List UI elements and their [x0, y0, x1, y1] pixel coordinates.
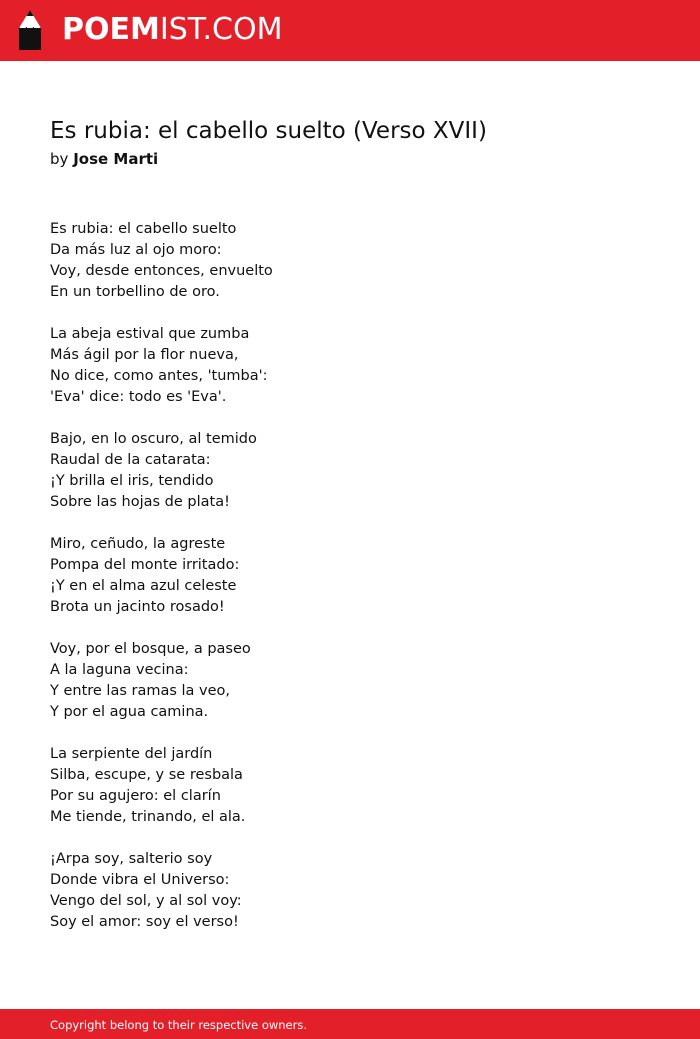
poem-line: Voy, por el bosque, a paseo: [50, 641, 251, 657]
poem-line: Más ágil por la flor nueva,: [50, 347, 239, 363]
stanza-3: [50, 429, 273, 513]
pencil-icon[interactable]: [17, 9, 43, 51]
copyright-text: Copyright belong to their respective owners.: [50, 1018, 308, 1032]
poem-line: La serpiente del jardín: [50, 746, 213, 762]
poem-title: Es rubia: el cabello suelto (Verso XVII): [50, 118, 487, 144]
by-label: by: [50, 150, 69, 168]
stanza-4: [50, 534, 273, 618]
poem-line: Brota un jacinto rosado!: [50, 599, 225, 615]
poem-line: Donde vibra el Universo:: [50, 872, 230, 888]
poem-line: Pompa del monte irritado:: [50, 557, 240, 573]
poem-line: Es rubia: el cabello suelto: [50, 221, 237, 237]
poem-line: Y por el agua camina.: [50, 704, 209, 720]
poem-line: ¡Y en el alma azul celeste: [50, 578, 237, 594]
poem-line: Me tiende, trinando, el ala.: [50, 809, 246, 825]
poem-line: Voy, desde entonces, envuelto: [50, 263, 273, 279]
poem-line: Sobre las hojas de plata!: [50, 494, 230, 510]
brand-light: IST.COM: [159, 12, 283, 47]
poem-line: ¡Y brilla el iris, tendido: [50, 473, 214, 489]
site-logo-link[interactable]: [62, 12, 282, 48]
poem-line: 'Eva' dice: todo es 'Eva'.: [50, 389, 227, 405]
stanza-6: [50, 744, 273, 828]
poem-line: A la laguna vecina:: [50, 662, 189, 678]
poem-line: Soy el amor: soy el verso!: [50, 914, 239, 930]
poem-line: Bajo, en lo oscuro, al temido: [50, 431, 257, 447]
poem-line: La abeja estival que zumba: [50, 326, 250, 342]
site-header: [0, 0, 700, 61]
poem-line: Silba, escupe, y se resbala: [50, 767, 243, 783]
poem-line: Raudal de la catarata:: [50, 452, 211, 468]
stanza-7: [50, 849, 273, 933]
poem-line: Y entre las ramas la veo,: [50, 683, 231, 699]
poem-line: Por su agujero: el clarín: [50, 788, 221, 804]
brand-bold: POEM: [62, 12, 160, 47]
byline: [50, 148, 158, 170]
stanza-1: [50, 219, 273, 303]
site-footer: [0, 1009, 700, 1039]
poem-line: ¡Arpa soy, salterio soy: [50, 851, 213, 867]
poem-body: [50, 219, 273, 954]
poem-line: Vengo del sol, y al sol voy:: [50, 893, 242, 909]
stanza-5: [50, 639, 273, 723]
stanza-2: [50, 324, 273, 408]
poem-line: Da más luz al ojo moro:: [50, 242, 222, 258]
author-name: Jose Marti: [73, 150, 159, 168]
poem-line: En un torbellino de oro.: [50, 284, 220, 300]
poem-line: Miro, ceñudo, la agreste: [50, 536, 226, 552]
poem-line: No dice, como antes, 'tumba':: [50, 368, 268, 384]
